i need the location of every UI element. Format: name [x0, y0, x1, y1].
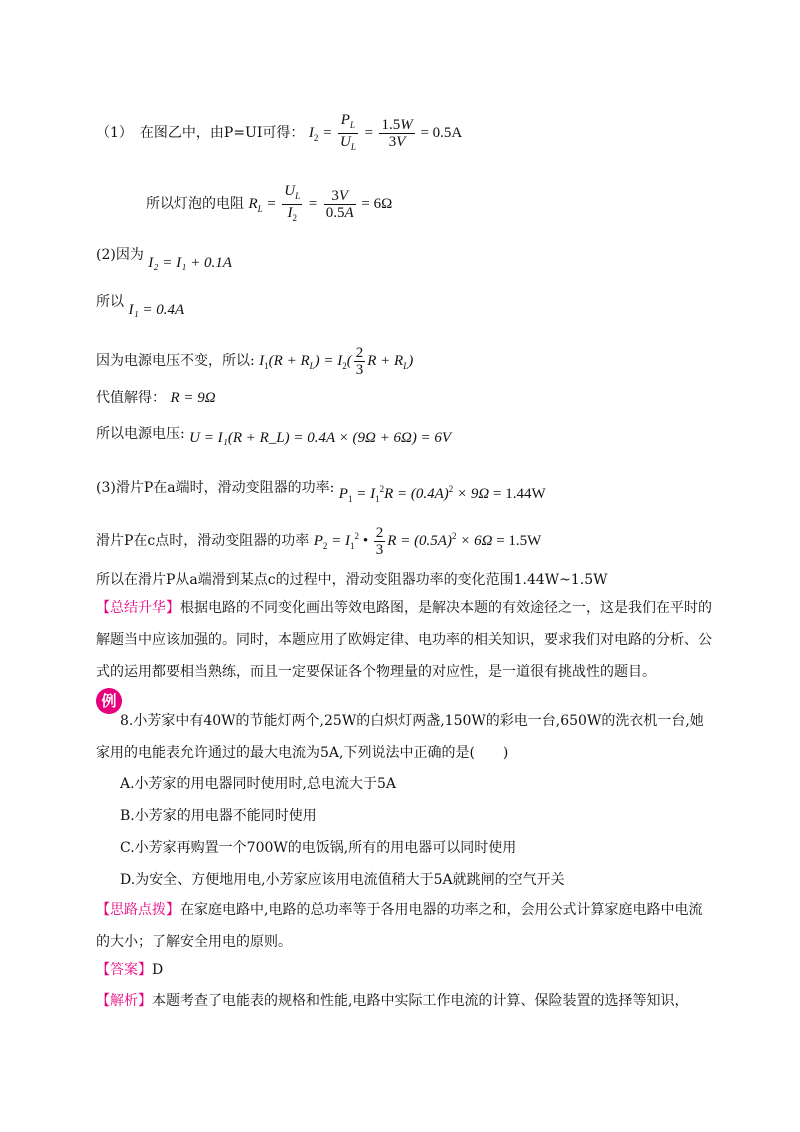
option-a: A.小芳家的用电器同时使用时,总电流大于5A [120, 776, 397, 792]
part2b-formula: I₁ = 0.4A [128, 302, 185, 318]
part3-formula: $P_1 = I_1^2R = (0.4A)^2 \times 9\Omega = 1.44W$ [338, 484, 546, 504]
analysis-line [96, 991, 688, 1011]
part1-formula: $I_2$ = $\frac{P_L}{U_L}$ = $\frac{1.5W}{3V}$ = 0.5A [308, 112, 463, 152]
option-c: C.小芳家再购置一个700W的电饭锅,所有的用电器可以同时使用 [120, 840, 517, 856]
example-question [96, 705, 716, 769]
part2c-prefix: 因为电源电压不变，所以: [96, 352, 255, 369]
solution-line-6 [96, 388, 216, 408]
part2e-formula: U = I₁(R + R_L) = 0.4A × (9Ω + 6Ω) = 6V [189, 430, 452, 446]
part3b-prefix: 滑片P在c点时，滑动变阻器的功率 [96, 532, 310, 549]
example-badge-icon: 例 [96, 688, 122, 714]
part1-result: = 0.5A [420, 124, 463, 141]
part2-prefix: (2)因为 [96, 247, 144, 263]
part2d-formula: R = 9Ω [170, 390, 216, 406]
example-question-text: 8.小芳家中有40W的节能灯两个,25W的白炽灯两盏,150W的彩电一台,650W的洗衣机一台,她家用的电能表允许通过的最大电流为5A,下列说法中正确的是( ) [96, 713, 704, 761]
analysis-tag: 【解析】 [96, 993, 152, 1009]
summary-text: 根据电路的不同变化画出等效电路图，是解决本题的有效途径之一，这是我们在平时的解题当中应该加强的。同时，本题应用了欧姆定律、电功率的相关知识，要求我们对电路的分析、公式的运用都要相当熟练，而且一定要保证各个物理量的对应性，是一道很有挑战性的题目。 [96, 600, 712, 680]
analysis-text: 本题考查了电能表的规格和性能,电路中实际工作电流的计算、保险装置的选择等知识， [152, 993, 689, 1009]
part3-result: = 1.44W [493, 486, 546, 502]
part1b-result: = 6Ω [361, 195, 393, 212]
solution-line-8 [96, 473, 546, 503]
answer-line [96, 960, 163, 980]
part1-prefix: （1） 在图乙中，由P=UI可得： [96, 124, 305, 141]
part1b-prefix: 所以灯泡的电阻 [146, 195, 244, 212]
option-b: B.小芳家的用电器不能同时使用 [120, 808, 317, 824]
hint-text: 在家庭电路中,电路的总功率等于各用电器的功率之和，会用公式计算家庭电路中电流的大小；了解安全用电的原则。 [96, 902, 703, 950]
solution-line-2 [146, 183, 392, 226]
part2c-formula: $I_1(R + R_L) = I_2$( $\frac{2}{3}$ $R + R_L$) [259, 345, 414, 378]
part3b-formula: $P_2 = I_1^2$ • $\frac{2}{3}$ $R = (0.5A)^2 \times 6\Omega = 1.5W$ [313, 525, 542, 558]
hint-paragraph [96, 894, 716, 958]
solution-line-4 [96, 292, 185, 318]
part3-prefix: (3)滑片P在a端时，滑动变阻器的功率: [96, 480, 335, 496]
hint-tag: 【思路点拨】 [96, 902, 180, 918]
part3c-text: 所以在滑片P从a端滑到某点c的过程中，滑动变阻器功率的变化范围1.44W~1.5W [96, 572, 608, 588]
part2d-prefix: 代值解得： [96, 390, 166, 406]
part2b-prefix: 所以 [96, 294, 124, 310]
summary-paragraph [96, 592, 716, 688]
solution-line-5 [96, 345, 413, 378]
option-d: D.为安全、方便地用电,小芳家应该用电流值稍大于5A就跳闸的空气开关 [120, 872, 565, 888]
solution-line-3 [96, 245, 232, 271]
part2-formula: I₂ = I₁ + 0.1A [148, 255, 232, 271]
part3b-result: = 1.5W [496, 532, 542, 549]
solution-line-1 [96, 112, 462, 155]
answer-tag: 【答案】 [96, 962, 152, 978]
part2e-prefix: 所以电源电压: [96, 426, 185, 442]
summary-tag: 【总结升华】 [96, 600, 180, 616]
part1b-formula: $R_L$ = $\frac{U_L}{I_2}$ = $\frac{3V}{0.5A}$ = 6Ω [248, 183, 393, 223]
solution-line-9 [96, 525, 541, 558]
answer-text: D [152, 962, 164, 978]
solution-line-10 [96, 570, 608, 590]
solution-line-7 [96, 424, 451, 444]
